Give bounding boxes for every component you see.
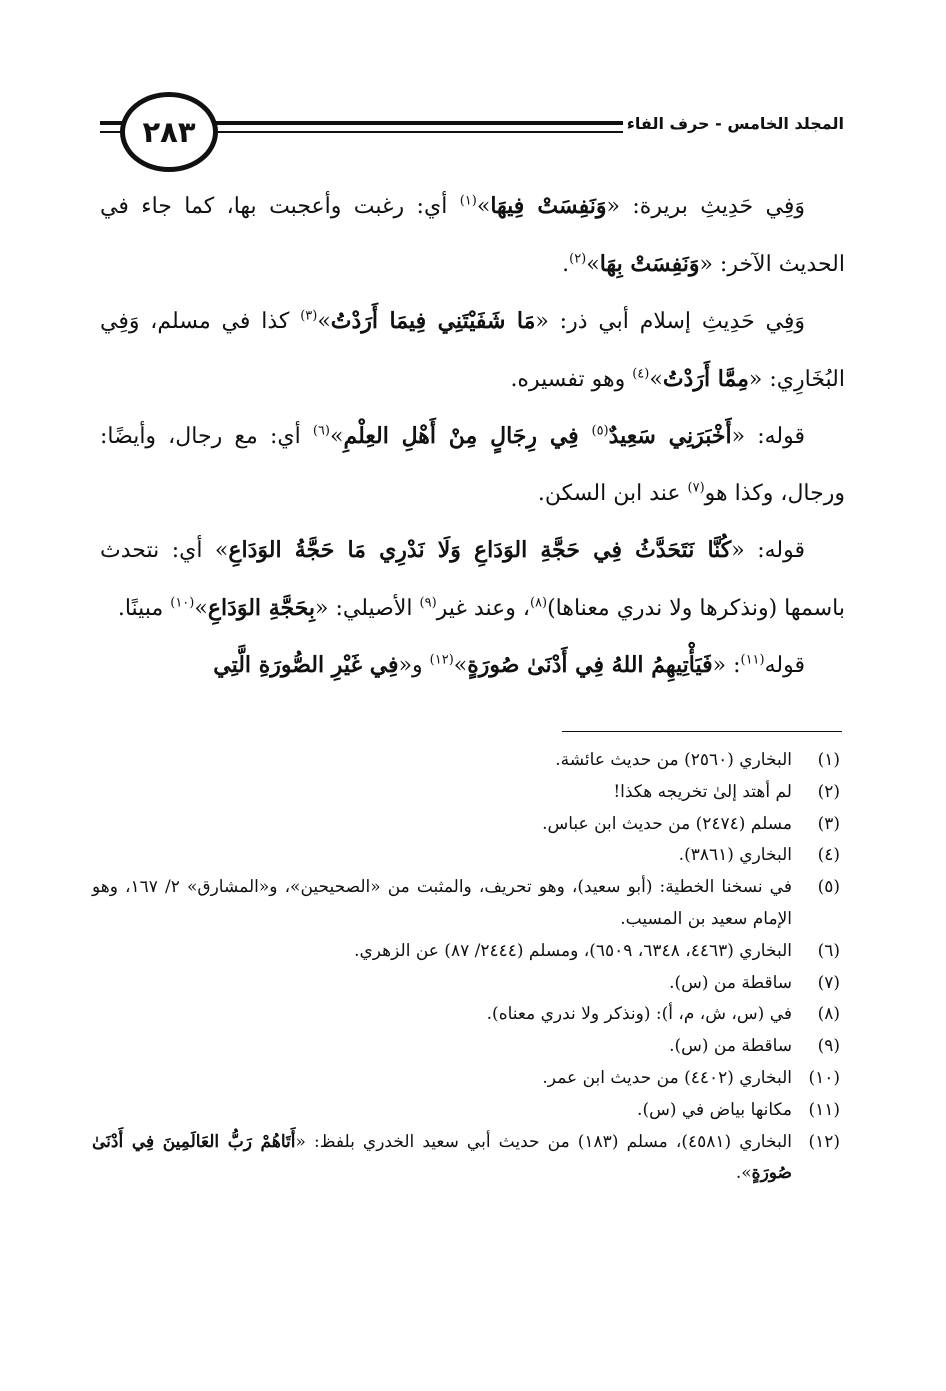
footnote-ref: (٩) [419,595,437,611]
quoted-text: فِي غَيْرِ الصُّورَةِ الَّتِي [213,652,399,678]
text-segment: البخاري (٤٤٦٣، ٦٣٤٨، ٦٥٠٩)، ومسلم (٢٤٤٤/ ٨٧) عن الزهري. [354,940,792,961]
text-segment: » [329,424,344,449]
text-segment: ساقطة من (س). [669,972,792,993]
footnote-text [92,840,792,872]
text-segment: » [586,251,600,277]
text-segment: وهو تفسيره. [510,366,633,392]
text-segment: » أي: نتحدث باسمها (ونذكرها ولا ندري معناها) [100,538,845,621]
quoted-text: وَنَفِسَتْ بِهَا [599,250,700,277]
page-number-badge [120,92,218,172]
text-segment: في نسخنا الخطية: (أبو سعيد)، وهو تحريف، والمثبت من «الصحيحين»، و«المشارق» ٢/ ١٦٧، وهو الإمام سعيد بن المسيب. [92,877,792,929]
text-segment: البخاري (٣٨٦١). [678,845,792,866]
text-segment: البخاري (٤٥٨١)، مسلم (١٨٣) من حديث أبي سعيد الخدري بلفظ: « [295,1131,792,1152]
footnote [92,999,840,1031]
text-segment: البخاري (٤٤٠٢) من حديث ابن عمر. [542,1067,792,1088]
quoted-text: وَنَفِسَتْ فِيهَا [490,193,607,219]
paragraph [100,408,845,522]
footnote-ref: (٥) [591,423,609,439]
footnote-text [92,777,792,809]
text-segment: » [194,595,208,621]
text-segment: . [562,251,570,277]
quoted-text: بِحَجَّةِ الوَدَاعِ [207,594,316,621]
text-segment: » [453,653,468,678]
footnote-text [92,872,792,936]
text-segment: وَفِي حَدِيثِ بريرة: « [606,194,805,219]
footnote [92,1127,840,1191]
footnote-number: (١٠) [808,1067,840,1088]
footnote-number: (٦) [817,940,840,961]
text-segment: أي: رغبت وأعجبت بها، كما جاء في الحديث الآخر: « [100,194,845,277]
text-segment: لم أهتد إلىٰ تخريجه هكذا! [613,781,792,802]
page-number: ٢٨٣ [142,115,196,149]
quoted-text: مِمَّا أَرَدْتُ [662,365,749,392]
footnote-number: (١) [817,750,840,770]
footnote-text [92,936,792,968]
paragraph [100,293,845,408]
text-segment: البخاري (٢٥٦٠) من حديث عائشة. [555,750,792,770]
text-segment: » [476,194,491,219]
footnote-number: (١٢) [808,1131,840,1152]
footnote-text [92,745,792,777]
footnote-number: (١١) [808,1099,840,1120]
text-segment: : « [712,653,741,678]
footnote-ref: (١١) [740,652,765,668]
paragraph [100,178,845,293]
footnote-ref: (١٢) [429,652,454,668]
text-segment: » [649,366,663,392]
text-segment: عند ابن السكن. [537,480,688,506]
text-segment: مسلم (٢٤٧٤) من حديث ابن عباس. [542,813,792,834]
footnote-text [92,1031,792,1063]
quoted-text: فِي رِجَالٍ مِنْ أَهْلِ العِلْمِ [343,423,592,449]
footnote-number: (٧) [817,972,840,993]
quoted-text: كُنَّا نَتَحَدَّثُ فِي حَجَّةِ الوَدَاعِ وَلَا نَدْرِي مَا حَجَّةُ الوَدَاعِ [228,537,732,563]
text-segment: وَفِي حَدِيثِ إسلام أبي ذر: « [535,309,806,334]
footnote [92,1063,840,1095]
text-segment: ». [735,1163,752,1184]
quoted-text: فَيَأْتِيهِمُ اللهُ فِي أَدْنَىٰ صُورَةٍ [467,652,713,678]
footnote-ref: (١٠) [170,595,195,611]
footnote [92,1031,840,1063]
footnote [92,872,840,936]
footnote-number: (٨) [817,1004,840,1025]
footnote [92,809,840,841]
footnote [92,936,840,968]
text-segment: مبينًا. [117,595,171,621]
footnotes [92,745,840,1190]
main-text [100,178,845,695]
text-segment: ، وعند غير [436,595,530,621]
footnote-ref: (٦) [312,423,330,439]
footnote [92,840,840,872]
footnote-text [92,968,792,1000]
text-segment: ساقطة من (س). [669,1036,792,1057]
footnote-ref: (٢) [569,251,587,267]
footnote [92,745,840,777]
footnote-number: (٥) [817,877,840,898]
footnote-ref: (٨) [529,595,548,611]
footnote-ref: (٣) [300,308,318,324]
text-segment: قوله [764,653,805,678]
quoted-text: أَتَاهُمْ رَبُّ العَالَمِينَ فِي أَدْنَىٰ صُورَةٍ [92,1131,792,1184]
footnote-ref: (٧) [687,480,705,496]
quoted-text: مَا شَفَيْتَنِي فِيمَا أَرَدْتُ [330,308,536,334]
text-segment: » [317,309,331,334]
header-title: المجلد الخامس - حرف الفاء [623,114,848,133]
footnote [92,777,840,809]
page-header [0,80,946,190]
text-segment: مكانها بياض في (س). [637,1099,792,1120]
footnote-number: (٤) [817,845,840,866]
footnote [92,968,840,1000]
text-segment: قوله: « [731,538,806,563]
paragraph [100,637,845,695]
footnote-text [92,999,792,1031]
text-segment: قوله: « [731,424,805,449]
text-segment: الأصيلي: « [315,595,420,621]
quoted-text: أَخْبَرَنِي سَعِيدٌ [608,423,732,449]
text-segment: و« [398,653,430,678]
footnote-text [92,1063,792,1095]
text-segment: كذا في مسلم، وَفِي البُخَارِي: « [100,309,845,392]
paragraph [100,522,845,637]
text-segment: في (س، ش، م، أ): (ونذكر ولا ندري معناه). [486,1004,792,1025]
footnote-separator [562,731,842,732]
footnote-ref: (١) [459,193,477,209]
footnote-number: (٣) [817,813,840,834]
footnote-text [92,1095,792,1127]
footnote-text [92,809,792,841]
footnote-number: (٢) [817,781,840,802]
footnote-number: (٩) [817,1036,840,1057]
footnote [92,1095,840,1127]
footnote-text [92,1127,792,1191]
footnote-ref: (٤) [632,366,650,382]
text-segment: أي: مع رجال، وأيضًا: ورجال، وكذا هو [100,424,845,506]
